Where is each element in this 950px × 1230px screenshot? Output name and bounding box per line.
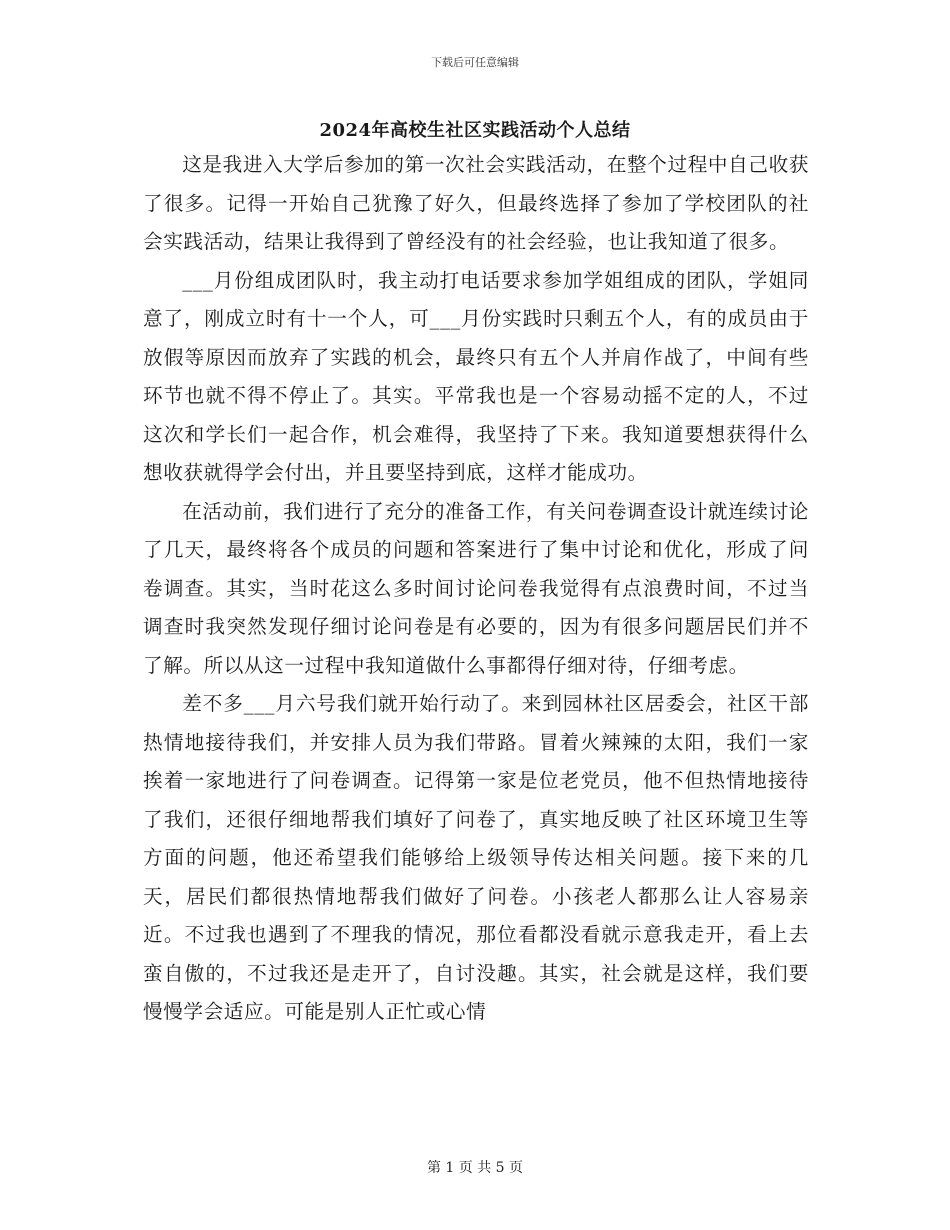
page-header-note: 下载后可任意编辑	[431, 56, 519, 69]
paragraph-2: ___月份组成团队时，我主动打电话要求参加学姐组成的团队，学姐同意了，刚成立时有十一个人，可___月份实践时只剩五个人，有的成员由于放假等原因而放弃了实践的机会，最终只有五个人并肩作战了，中间有些环节也就不得不停止了。其实。平常我也是一个容易动摇不定的人，不过这次和学长们一起合作，机会难得，我坚持了下来。我知道要想获得什么想收获就得学会付出，并且要坚持到底，这样才能成功。	[143, 268, 809, 484]
document-body	[143, 146, 809, 1032]
page-number-footer: 第 1 页 共 5 页	[426, 1160, 524, 1176]
paragraph-1: 这是我进入大学后参加的第一次社会实践活动，在整个过程中自己收获了很多。记得一开始自己犹豫了好久，但最终选择了参加了学校团队的社会实践活动，结果让我得到了曾经没有的社会经验，也让我知道了很多。	[143, 153, 809, 253]
document-title: 2024年高校生社区实践活动个人总结	[319, 120, 631, 141]
paragraph-4: 差不多___月六号我们就开始行动了。来到园林社区居委会，社区干部热情地接待我们，并安排人员为我们带路。冒着火辣辣的太阳，我们一家挨着一家地进行了问卷调查。记得第一家是位老党员，他不但热情地接待了我们，还很仔细地帮我们填好了问卷了，真实地反映了社区环境卫生等方面的问题，他还希望我们能够给上级领导传达相关问题。接下来的几天，居民们都很热情地帮我们做好了问卷。小孩老人都那么让人容易亲近。不过我也遇到了不理我的情况，那位看都没看就示意我走开，看上去蛮自傲的，不过我还是走开了，自讨没趣。其实，社会就是这样，我们要慢慢学会适应。可能是别人正忙或心情	[143, 692, 809, 1023]
paragraph-3: 在活动前，我们进行了充分的准备工作，有关问卷调查设计就连续讨论了几天，最终将各个成员的问题和答案进行了集中讨论和优化，形成了问卷调查。其实，当时花这么多时间讨论问卷我觉得有点浪费时间，不过当调查时我突然发现仔细讨论问卷是有必要的，因为有很多问题居民们并不了解。所以从这一过程中我知道做什么事都得仔细对待，仔细考虑。	[143, 499, 809, 677]
